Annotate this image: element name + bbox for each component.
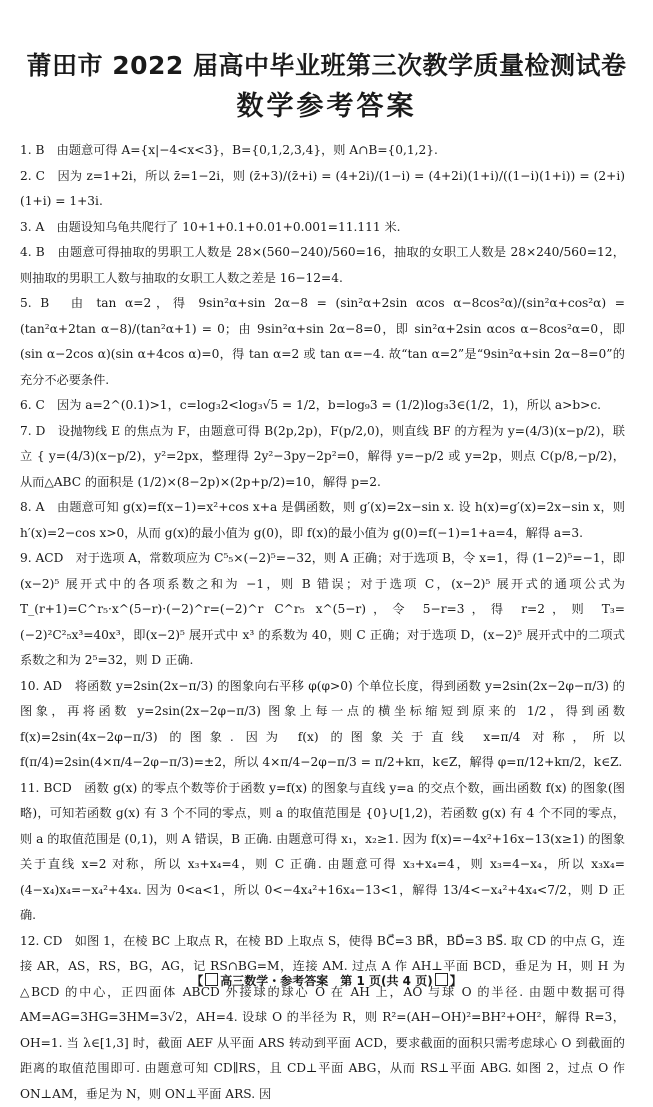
answer-key-title: 数学参考答案 [0, 84, 653, 123]
answer-1: 1. B 由题意可得 A={x|−4<x<3}，B={0,1,2,3,4}，则 A∩B={0,1,2}. [20, 138, 625, 164]
answer-8: 8. A 由题意可知 g(x)=f(x−1)=x²+cos x+a 是偶函数，则 g′(x)=2x−sin x. 设 h(x)=g′(x)=2x−sin x，则 h′(x)=2−cos x>0，从而 g(x)的最小值为 g(0)，即 f(x)的最小值为 g(0)=f(−1)=1+a=4，解得 a=3. [20, 495, 625, 546]
footer-right-bracket: 】 [450, 974, 462, 988]
answer-6: 6. C 因为 a=2^(0.1)>1，c=log₃2<log₃√5 = 1/2，b=log₉3 = (1/2)log₃3∈(1/2，1)，所以 a>b>c. [20, 393, 625, 419]
page-footer [0, 972, 653, 989]
answer-7: 7. D 设抛物线 E 的焦点为 F，由题意可得 B(2p,2p)，F(p/2,0)，则直线 BF 的方程为 y=(4/3)(x−p/2)，联立 { y=(4/3)(x−p/2)，y²=2px，整理得 2y²−3py−2p²=0，解得 y=−p/2 或 y=2p，则点 C(p/8,−p/2)，从而△ABC 的面积是 (1/2)×(8−2p)×(2p+p/2)=10，解得 p=2. [20, 419, 625, 496]
answer-2: 2. C 因为 z=1+2i，所以 z̄=1−2i，则 (z̄+3)/(z̄+i) = (4+2i)/(1−i) = (4+2i)(1+i)/((1−i)(1+i)) = (2+i)(1+i) = 1+3i. [20, 164, 625, 215]
answer-9: 9. ACD 对于选项 A，常数项应为 C⁵₅×(−2)⁵=−32，则 A 正确；对于选项 B，令 x=1，得 (1−2)⁵=−1，即(x−2)⁵ 展开式中的各项系数之和为 −1，则 B 错误；对于选项 C，(x−2)⁵ 展开式的通项公式为 T_(r+1)=C^r₅·x^(5−r)·(−2)^r=(−2)^r C^r₅ x^(5−r)，令 5−r=3，得 r=2，则 T₃=(−2)²C²₅x³=40x³，即(x−2)⁵ 展开式中 x³ 的系数为 40，则 C 正确；对于选项 D，(x−2)⁵ 展开式中的二项式系数之和为 2⁵=32，则 D 正确. [20, 546, 625, 674]
checkbox-square-icon [435, 973, 448, 986]
answer-10: 10. AD 将函数 y=2sin(2x−π/3) 的图象向右平移 φ(φ>0) 个单位长度，得到函数 y=2sin(2x−2φ−π/3) 的图象，再将函数 y=2sin(2x−2φ−π/3) 图象上每一点的横坐标缩短到原来的 1/2，得到函数 f(x)=2sin(4x−2φ−π/3) 的图象. 因为 f(x) 的图象关于直线 x=π/4 对称，所以 f(π/4)=2sin(4×π/4−2φ−π/3)=±2，所以 4×π/4−2φ−π/3 = π/2+kπ，k∈Z，解得 φ=π/12+kπ/2，k∈Z. [20, 674, 625, 776]
footer-text: 高三数学・参考答案 第 1 页(共 4 页) [220, 974, 432, 988]
answer-11: 11. BCD 函数 g(x) 的零点个数等价于函数 y=f(x) 的图象与直线 y=a 的交点个数，画出函数 f(x) 的图象(图略)，可知若函数 g(x) 有 3 个不同的零点，则 a 的取值范围是 {0}∪[1,2)，若函数 g(x) 有 4 个不同的零点，则 a 的取值范围是 (0,1)，则 A 错误，B 正确. 由题意可得 x₁，x₂≥1. 因为 f(x)=−4x²+16x−13(x≥1) 的图象关于直线 x=2 对称，所以 x₃+x₄=4，则 C 正确. 由题意可得 x₃+x₄=4，则 x₃=4−x₄，所以 x₃x₄=(4−x₄)x₄=−x₄²+4x₄. 因为 0<a<1，所以 0<−4x₄²+16x₄−13<1，解得 13/4<−x₄²+4x₄<7/2，则 D 正确. [20, 776, 625, 929]
answers-list [20, 138, 625, 1107]
checkbox-square-icon [205, 973, 218, 986]
answer-12: 12. CD 如图 1，在棱 BC 上取点 R，在棱 BD 上取点 S，使得 BC⃗=3 BR⃗，BD⃗=3 BS⃗. 取 CD 的中点 G，连接 AR，AS，RS，BG，AG，记 RS∩BG=M，连接 AM. 过点 A 作 AH⊥平面 BCD，垂足为 H，则 H 为△BCD 的中心，正四面体 ABCD 外接球的球心 O 在 AH 上，AO 与球 O 的半径. 由题中数据可得 AM=AG=3HG=3HM=3√2，AH=4. 设球 O 的半径为 R，则 R²=(AH−OH)²=BH²+OH²，解得 R=3，OH=1. 当 λ∈[1,3] 时，截面 AEF 从平面 ARS 转动到平面 ACD，要求截面的面积只需考虑球心 O 到截面的距离的取值范围即可. 由题意可知 CD∥RS，且 CD⊥平面 ABG，从而 RS⊥平面 ABG. 如图 2，过点 O 作 ON⊥AM，垂足为 N，则 ON⊥平面 ARS. 因 [20, 929, 625, 1107]
answer-4: 4. B 由题意可得抽取的男职工人数是 28×(560−240)/560=16，抽取的女职工人数是 28×240/560=12，则抽取的男职工人数与抽取的女职工人数之差是 16−12=4. [20, 240, 625, 291]
answer-3: 3. A 由题设知乌龟共爬行了 10+1+0.1+0.01+0.001=11.111 米. [20, 215, 625, 241]
exam-title: 莆田市 2022 届高中毕业班第三次教学质量检测试卷 [0, 46, 653, 82]
footer-left-bracket: 【 [191, 974, 203, 988]
answer-5: 5. B 由 tan α=2，得 9sin²α+sin 2α−8 = (sin²α+2sin αcos α−8cos²α)/(sin²α+cos²α) = (tan²α+2tan α−8)/(tan²α+1) = 0；由 9sin²α+sin 2α−8=0，即 sin²α+2sin αcos α−8cos²α=0，即 (sin α−2cos α)(sin α+4cos α)=0，得 tan α=2 或 tan α=−4. 故“tan α=2”是“9sin²α+sin 2α−8=0”的充分不必要条件. [20, 291, 625, 393]
